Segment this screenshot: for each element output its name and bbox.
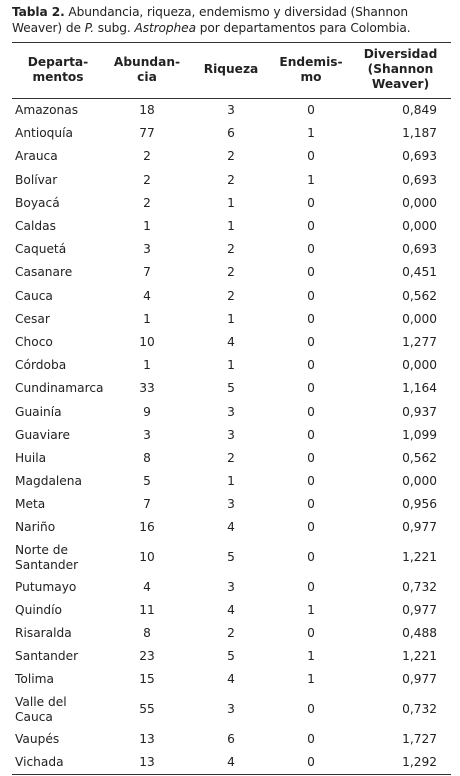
cell-riqueza: 4	[227, 520, 235, 535]
cell-departamento: Amazonas	[15, 103, 79, 118]
column-header-abundancia: Abundan- cia	[113, 54, 181, 84]
cell-endemismo: 0	[307, 427, 315, 442]
cell-riqueza: 5	[227, 381, 235, 396]
cell-departamento: Guaviare	[15, 427, 70, 442]
cell-diversidad: 0,693	[402, 149, 437, 164]
cell-departamento: Antioquía	[15, 126, 73, 141]
table-row	[12, 145, 451, 168]
cell-endemismo: 0	[307, 497, 315, 512]
cell-endemismo: 0	[307, 450, 315, 465]
cell-riqueza: 6	[227, 731, 235, 746]
cell-departamento: Vaupés	[15, 731, 60, 746]
cell-diversidad: 0,488	[402, 626, 437, 641]
caption-subgenus: Astrophea	[134, 21, 196, 35]
cell-riqueza: 1	[227, 219, 235, 234]
cell-departamento: Santander	[15, 649, 79, 664]
cell-departamento: Quindío	[15, 602, 63, 617]
table-caption	[12, 4, 451, 36]
cell-diversidad: 0,000	[402, 219, 437, 234]
cell-departamento: Boyacá	[15, 195, 60, 210]
cell-riqueza: 2	[227, 288, 235, 303]
column-header-riqueza: Riqueza	[203, 62, 259, 76]
cell-diversidad: 0,000	[402, 474, 437, 489]
cell-endemismo: 1	[307, 172, 315, 187]
cell-abundancia: 16	[139, 520, 155, 535]
table-row	[12, 331, 451, 354]
caption-label: Tabla 2.	[12, 5, 65, 19]
cell-departamento: Vichada	[15, 754, 64, 769]
table-row	[12, 354, 451, 377]
cell-diversidad: 0,732	[402, 702, 437, 716]
cell-abundancia: 2	[143, 149, 151, 164]
table-row	[12, 400, 451, 423]
cell-endemismo: 0	[307, 219, 315, 234]
table-row	[12, 308, 451, 331]
cell-endemismo: 0	[307, 149, 315, 164]
table-row	[12, 99, 451, 123]
cell-riqueza: 1	[227, 311, 235, 326]
table-row	[12, 447, 451, 470]
cell-diversidad: 0,977	[402, 602, 437, 617]
table-row	[12, 493, 451, 516]
table-row	[12, 728, 451, 751]
cell-diversidad: 1,164	[402, 381, 437, 396]
table-row	[12, 668, 451, 691]
cell-endemismo: 1	[307, 602, 315, 617]
cell-departamento: Bolívar	[15, 172, 58, 187]
cell-diversidad: 0,849	[402, 103, 437, 118]
cell-abundancia: 33	[139, 381, 155, 396]
cell-endemismo: 0	[307, 311, 315, 326]
cell-diversidad: 1,277	[402, 334, 437, 349]
cell-abundancia: 10	[139, 334, 155, 349]
cell-riqueza: 3	[227, 579, 235, 594]
cell-departamento: Cundinamarca	[15, 381, 104, 396]
cell-diversidad: 0,693	[402, 172, 437, 187]
cell-abundancia: 1	[143, 358, 151, 373]
cell-riqueza: 2	[227, 149, 235, 164]
cell-departamento: Putumayo	[15, 579, 77, 594]
table-row	[12, 692, 451, 728]
cell-diversidad: 0,000	[402, 358, 437, 373]
cell-riqueza: 4	[227, 754, 235, 769]
cell-abundancia: 13	[139, 731, 155, 746]
cell-riqueza: 2	[227, 450, 235, 465]
table-row	[12, 516, 451, 539]
cell-diversidad: 0,000	[402, 195, 437, 210]
cell-abundancia: 2	[143, 195, 151, 210]
cell-departamento: Caquetá	[15, 242, 67, 257]
cell-endemismo: 0	[307, 265, 315, 280]
cell-riqueza: 6	[227, 126, 235, 141]
cell-diversidad: 1,187	[402, 126, 437, 141]
cell-riqueza: 2	[227, 172, 235, 187]
cell-departamento: Meta	[15, 497, 46, 512]
cell-abundancia: 8	[143, 450, 151, 465]
cell-departamento: Caldas	[15, 219, 56, 234]
caption-text: Abundancia, riqueza, endemismo y diversidad (Shannon Weaver) de	[12, 5, 409, 35]
cell-endemismo: 1	[307, 126, 315, 141]
table-body	[12, 99, 451, 775]
cell-departamento: Arauca	[15, 149, 58, 164]
table-row	[12, 169, 451, 192]
cell-riqueza: 5	[227, 550, 235, 565]
table-row	[12, 215, 451, 238]
cell-riqueza: 2	[227, 265, 235, 280]
table-row	[12, 540, 451, 576]
cell-riqueza: 3	[227, 103, 235, 118]
cell-departamento: Cauca	[15, 288, 53, 303]
cell-riqueza: 3	[227, 404, 235, 419]
cell-endemismo: 0	[307, 474, 315, 489]
cell-abundancia: 4	[143, 579, 151, 594]
table-row	[12, 122, 451, 145]
cell-departamento: Risaralda	[15, 626, 72, 641]
cell-abundancia: 77	[139, 126, 155, 141]
cell-riqueza: 3	[227, 702, 235, 716]
cell-endemismo: 0	[307, 731, 315, 746]
cell-endemismo: 1	[307, 649, 315, 664]
cell-abundancia: 10	[139, 550, 155, 565]
cell-abundancia: 23	[139, 649, 155, 664]
cell-endemismo: 0	[307, 754, 315, 769]
table-row	[12, 599, 451, 622]
cell-endemismo: 0	[307, 550, 315, 565]
cell-diversidad: 1,292	[402, 754, 437, 769]
cell-riqueza: 5	[227, 649, 235, 664]
data-table	[12, 42, 451, 775]
cell-endemismo: 0	[307, 702, 315, 716]
caption-text: subg.	[94, 21, 135, 35]
cell-departamento: Córdoba	[15, 358, 67, 373]
cell-abundancia: 1	[143, 219, 151, 234]
cell-riqueza: 4	[227, 672, 235, 687]
cell-abundancia: 7	[143, 497, 151, 512]
cell-diversidad: 0,732	[402, 579, 437, 594]
table-row	[12, 622, 451, 645]
cell-departamento: Norte de Santander	[15, 542, 79, 572]
cell-diversidad: 0,937	[402, 404, 437, 419]
column-header-endemismo: Endemis- mo	[279, 54, 343, 84]
column-header-departamentos: Departa- mentos	[27, 54, 89, 84]
cell-abundancia: 9	[143, 404, 151, 419]
cell-diversidad: 0,977	[402, 672, 437, 687]
cell-departamento: Magdalena	[15, 474, 83, 489]
cell-diversidad: 0,977	[402, 520, 437, 535]
cell-riqueza: 1	[227, 358, 235, 373]
cell-endemismo: 0	[307, 103, 315, 118]
caption-genus: P.	[84, 21, 95, 35]
cell-departamento: Nariño	[15, 520, 56, 535]
cell-abundancia: 13	[139, 754, 155, 769]
cell-riqueza: 3	[227, 497, 235, 512]
cell-endemismo: 0	[307, 381, 315, 396]
cell-diversidad: 1,221	[402, 550, 437, 565]
cell-departamento: Guainía	[15, 404, 62, 419]
cell-diversidad: 0,000	[402, 311, 437, 326]
cell-departamento: Casanare	[15, 265, 73, 280]
table-row	[12, 751, 451, 775]
cell-riqueza: 1	[227, 474, 235, 489]
cell-abundancia: 7	[143, 265, 151, 280]
cell-abundancia: 4	[143, 288, 151, 303]
cell-endemismo: 0	[307, 358, 315, 373]
column-header-diversidad: Diversidad (Shannon Weaver)	[363, 47, 438, 91]
table-header	[12, 43, 451, 99]
cell-endemismo: 0	[307, 195, 315, 210]
cell-riqueza: 1	[227, 195, 235, 210]
table-row	[12, 377, 451, 400]
cell-abundancia: 18	[139, 103, 155, 118]
cell-endemismo: 0	[307, 404, 315, 419]
cell-diversidad: 0,956	[402, 497, 437, 512]
table-row	[12, 238, 451, 261]
cell-diversidad: 1,221	[402, 649, 437, 664]
caption-text: por departamentos para Colombia.	[195, 21, 411, 35]
cell-departamento: Choco	[15, 334, 53, 349]
cell-abundancia: 8	[143, 626, 151, 641]
cell-abundancia: 2	[143, 172, 151, 187]
cell-riqueza: 4	[227, 602, 235, 617]
cell-abundancia: 1	[143, 311, 151, 326]
cell-endemismo: 0	[307, 242, 315, 257]
cell-abundancia: 55	[139, 702, 155, 716]
cell-abundancia: 3	[143, 242, 151, 257]
cell-departamento: Valle del Cauca	[15, 694, 67, 724]
cell-diversidad: 1,099	[402, 427, 437, 442]
table-row	[12, 424, 451, 447]
cell-riqueza: 2	[227, 626, 235, 641]
cell-abundancia: 5	[143, 474, 151, 489]
header-row	[12, 43, 451, 99]
cell-departamento: Cesar	[15, 311, 50, 326]
table-row	[12, 645, 451, 668]
cell-departamento: Huila	[15, 450, 47, 465]
cell-endemismo: 0	[307, 334, 315, 349]
cell-endemismo: 0	[307, 579, 315, 594]
table-row	[12, 192, 451, 215]
cell-abundancia: 3	[143, 427, 151, 442]
cell-endemismo: 0	[307, 520, 315, 535]
cell-diversidad: 0,562	[402, 450, 437, 465]
cell-diversidad: 1,727	[402, 731, 437, 746]
table-row	[12, 285, 451, 308]
cell-diversidad: 0,693	[402, 242, 437, 257]
cell-endemismo: 0	[307, 288, 315, 303]
cell-riqueza: 4	[227, 334, 235, 349]
cell-abundancia: 11	[139, 602, 155, 617]
table-row	[12, 261, 451, 284]
cell-endemismo: 1	[307, 672, 315, 687]
cell-riqueza: 2	[227, 242, 235, 257]
table-row	[12, 470, 451, 493]
cell-departamento: Tolima	[15, 672, 54, 687]
cell-riqueza: 3	[227, 427, 235, 442]
cell-diversidad: 0,562	[402, 288, 437, 303]
cell-diversidad: 0,451	[402, 265, 437, 280]
cell-endemismo: 0	[307, 626, 315, 641]
table-row	[12, 576, 451, 599]
cell-abundancia: 15	[139, 672, 155, 687]
